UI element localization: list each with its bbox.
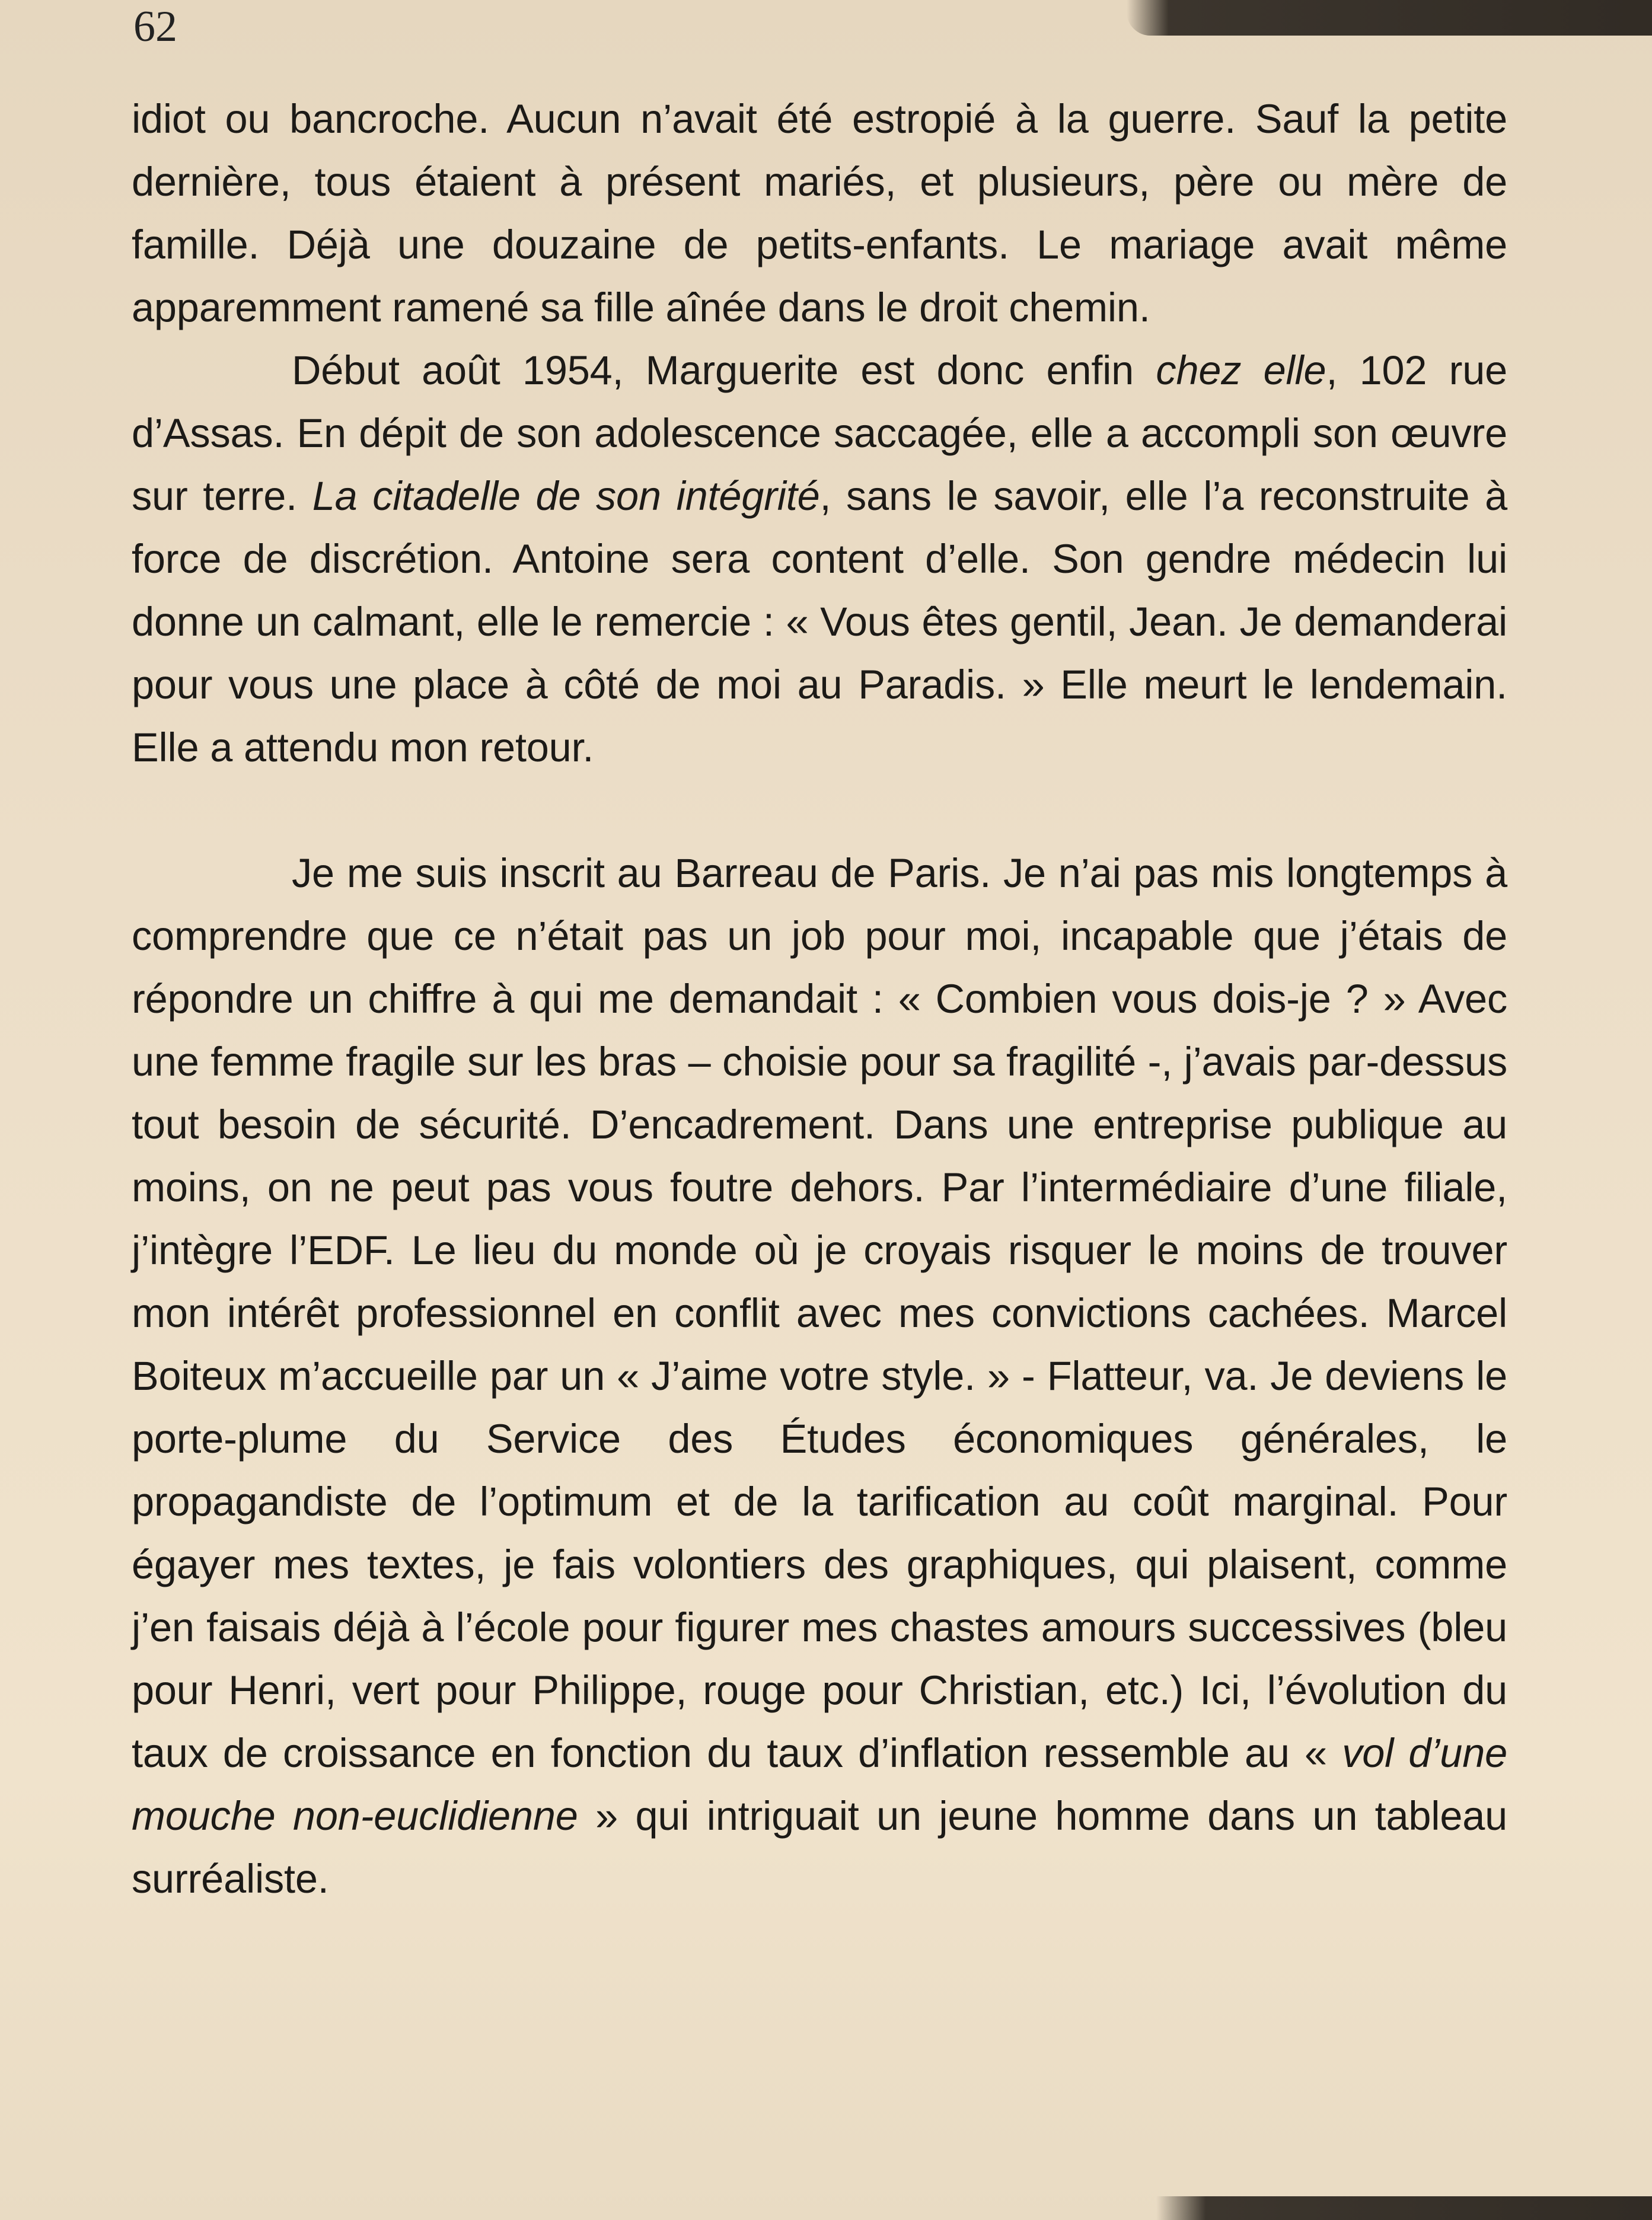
paragraph-3-text-a: Je me suis inscrit au Barreau de Paris. Je n’ai pas mis longtemps à comprendre que ce n’était pas un job pour moi, incapable que j’étais de répondre un chiffre à qui me demandait : « Combien vous dois-je ? » Avec une femme fragile sur les bras – choisie pour sa fragilité -, j’avais par-dessus tout besoin de sécurité. D’encadrement. Dans une entreprise publique au moins, on ne peut pas vous foutre dehors. Par l’intermédiaire d’une filiale, j’intègre l’EDF. Le lieu du monde où je croyais risquer le moins de trouver mon intérêt professionnel en conflit avec mes convictions cachées. Marcel Boiteux m’accueille par un « J’aime votre style. » - Flatteur, va. Je deviens le porte-plume du Service des Études économiques générales, le propagandiste de l’optimum et de la tarification au coût marginal. Pour égayer mes textes, je fais volontiers des graphiques, qui plaisent, comme j’en faisais déjà à l’école pour figurer mes chastes amours successives (bleu pour Henri, vert pour Philippe, rouge pour Christian, etc.) Ici, l’évolution du taux de croissance en fonction du taux d’inflation ressemble au «: [132, 850, 1507, 1776]
paragraph-2-italic-b: La citadelle de son intégrité: [312, 473, 820, 519]
paragraph-3: [132, 842, 1507, 1910]
paragraph-2-text-a: Début août 1954, Marguerite est donc enfin: [292, 347, 1156, 393]
paragraph-2-italic-a: chez elle: [1156, 347, 1326, 393]
paragraph-2: [132, 339, 1507, 779]
paragraph-3-italic-a: vol d’une mouche non-euclidienne: [132, 1730, 1507, 1839]
paragraph-1: idiot ou bancroche. Aucun n’avait été estropié à la guerre. Sauf la petite dernière, tous étaient à présent mariés, et plusieurs, père ou mère de famille. Déjà une douzaine de petits-enfants. Le mariage avait même apparemment ramené sa fille aînée dans le droit chemin.: [132, 96, 1507, 330]
page-number: 62: [133, 2, 177, 51]
body-text: [132, 88, 1507, 1910]
paragraph-3-text-b: » qui intriguait un jeune homme dans un tableau surréaliste.: [132, 1793, 1508, 1902]
paragraph-2-text-c: , sans le savoir, elle l’a reconstruite à force de discrétion. Antoine sera content d’elle. Son gendre médecin lui donne un calmant, elle le remercie : « Vous êtes gentil, Jean. Je demanderai pour vous une place à côté de moi au Paradis. » Elle meurt le lendemain. Elle a attendu mon retour.: [132, 473, 1507, 770]
paragraph-gap: [132, 779, 1507, 842]
page-edge-shadow-bottom: [1156, 2196, 1652, 2220]
paragraph-2-text-b: , 102 rue d’Assas. En dépit de son adolescence saccagée, elle a accompli son œuvre sur terre.: [132, 347, 1507, 519]
page-edge-shadow-top: [1127, 0, 1652, 36]
